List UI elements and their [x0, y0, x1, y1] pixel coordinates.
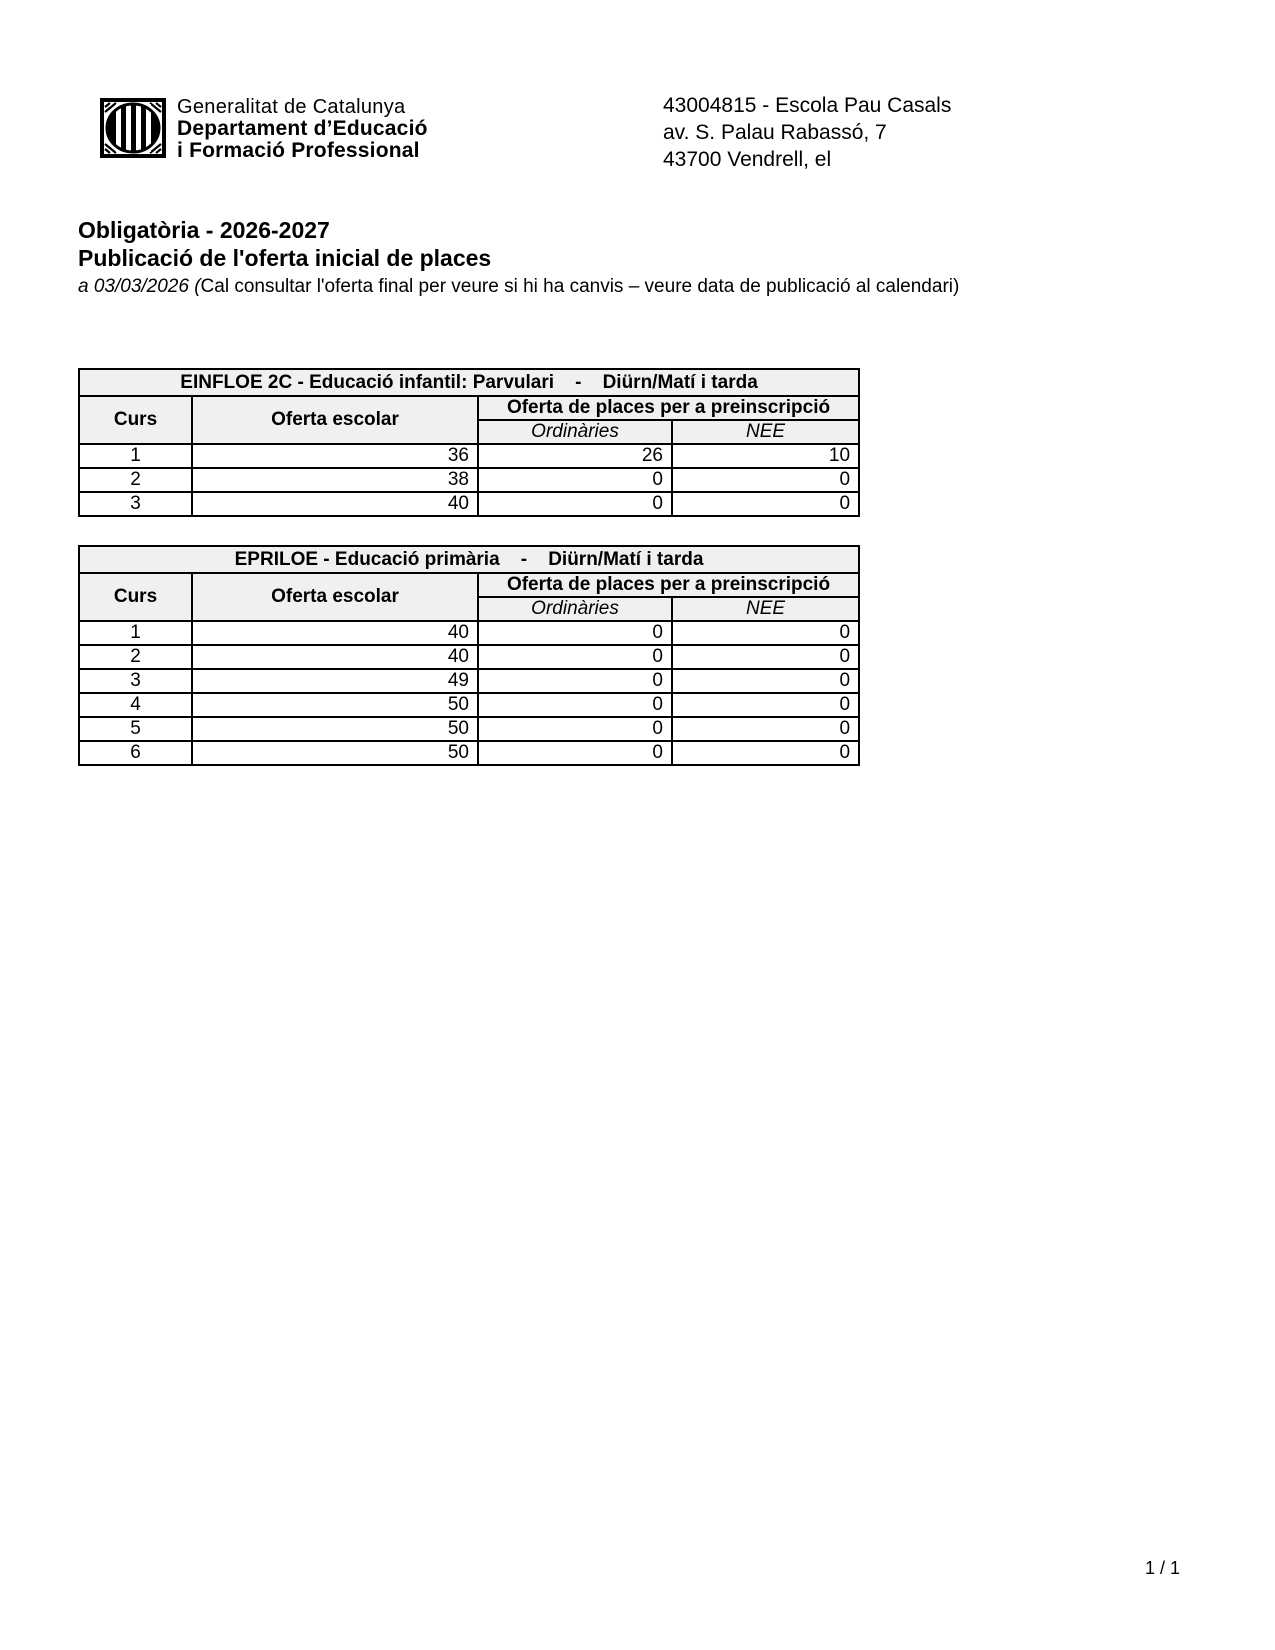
cell-ordinaries: 0 — [478, 621, 672, 645]
cell-ordinaries: 0 — [478, 717, 672, 741]
cell-oferta: 40 — [192, 492, 478, 516]
cell-curs: 2 — [79, 645, 192, 669]
generalitat-seal-icon — [100, 98, 166, 158]
table-title: EINFLOE 2C - Educació infantil: Parvulari - Diürn/Matí i tarda — [79, 369, 859, 396]
cell-ordinaries: 0 — [478, 693, 672, 717]
school-city: 43700 Vendrell, el — [663, 148, 832, 171]
cell-oferta: 40 — [192, 621, 478, 645]
column-header-nee: NEE — [672, 597, 859, 621]
cell-nee: 10 — [672, 444, 859, 468]
table-row — [79, 444, 859, 468]
page-number: 1 / 1 — [1144, 1558, 1180, 1578]
table-row — [79, 741, 859, 765]
offers-table-infantil — [78, 368, 858, 517]
generalitat-logo — [100, 98, 166, 158]
table-row — [79, 693, 859, 717]
school-code-name: 43004815 - Escola Pau Casals — [663, 94, 952, 117]
column-header-curs: Curs — [79, 396, 192, 444]
cell-ordinaries: 0 — [478, 492, 672, 516]
table-row — [79, 621, 859, 645]
cell-curs: 3 — [79, 669, 192, 693]
org-name-line1: Generalitat de Catalunya — [177, 96, 406, 118]
cell-oferta: 36 — [192, 444, 478, 468]
cell-nee: 0 — [672, 492, 859, 516]
school-street: av. S. Palau Rabassó, 7 — [663, 121, 887, 144]
cell-curs: 1 — [79, 621, 192, 645]
cell-nee: 0 — [672, 693, 859, 717]
cell-nee: 0 — [672, 645, 859, 669]
publication-note-text: Cal consultar l'oferta final per veure si hi ha canvis – veure data de publicació al calendari) — [200, 276, 960, 297]
cell-nee: 0 — [672, 741, 859, 765]
publication-date: a 03/03/2026 ( — [78, 276, 201, 297]
cell-curs: 3 — [79, 492, 192, 516]
column-header-nee: NEE — [672, 420, 859, 444]
cell-ordinaries: 0 — [478, 468, 672, 492]
cell-oferta: 38 — [192, 468, 478, 492]
cell-oferta: 49 — [192, 669, 478, 693]
cell-ordinaries: 0 — [478, 741, 672, 765]
publication-title: Publicació de l'oferta inicial de places — [78, 245, 492, 271]
org-name-line3: i Formació Professional — [177, 139, 420, 162]
cell-curs: 2 — [79, 468, 192, 492]
table-row — [79, 645, 859, 669]
column-header-ordinaries: Ordinàries — [478, 597, 672, 621]
cell-oferta: 50 — [192, 693, 478, 717]
stage-year-title: Obligatòria - 2026-2027 — [78, 217, 330, 243]
offers-table-primaria — [78, 545, 858, 766]
column-header-ordinaries: Ordinàries — [478, 420, 672, 444]
column-header-group: Oferta de places per a preinscripció — [478, 396, 859, 420]
table-row — [79, 669, 859, 693]
table-row — [79, 492, 859, 516]
cell-oferta: 50 — [192, 741, 478, 765]
publication-note — [78, 273, 959, 300]
cell-curs: 6 — [79, 741, 192, 765]
cell-nee: 0 — [672, 621, 859, 645]
org-name-block — [177, 96, 428, 162]
cell-nee: 0 — [672, 669, 859, 693]
document-title-block — [78, 216, 959, 300]
column-header-group: Oferta de places per a preinscripció — [478, 573, 859, 597]
cell-curs: 5 — [79, 717, 192, 741]
cell-ordinaries: 0 — [478, 645, 672, 669]
cell-curs: 4 — [79, 693, 192, 717]
cell-nee: 0 — [672, 717, 859, 741]
column-header-oferta-escolar: Oferta escolar — [192, 573, 478, 621]
cell-oferta: 50 — [192, 717, 478, 741]
column-header-curs: Curs — [79, 573, 192, 621]
table-row — [79, 717, 859, 741]
table-row — [79, 468, 859, 492]
column-header-oferta-escolar: Oferta escolar — [192, 396, 478, 444]
org-name-line2: Departament d’Educació — [177, 117, 428, 140]
cell-curs: 1 — [79, 444, 192, 468]
cell-ordinaries: 26 — [478, 444, 672, 468]
cell-nee: 0 — [672, 468, 859, 492]
cell-oferta: 40 — [192, 645, 478, 669]
table-title: EPRILOE - Educació primària - Diürn/Matí i tarda — [79, 546, 859, 573]
cell-ordinaries: 0 — [478, 669, 672, 693]
school-address-block — [663, 92, 951, 173]
